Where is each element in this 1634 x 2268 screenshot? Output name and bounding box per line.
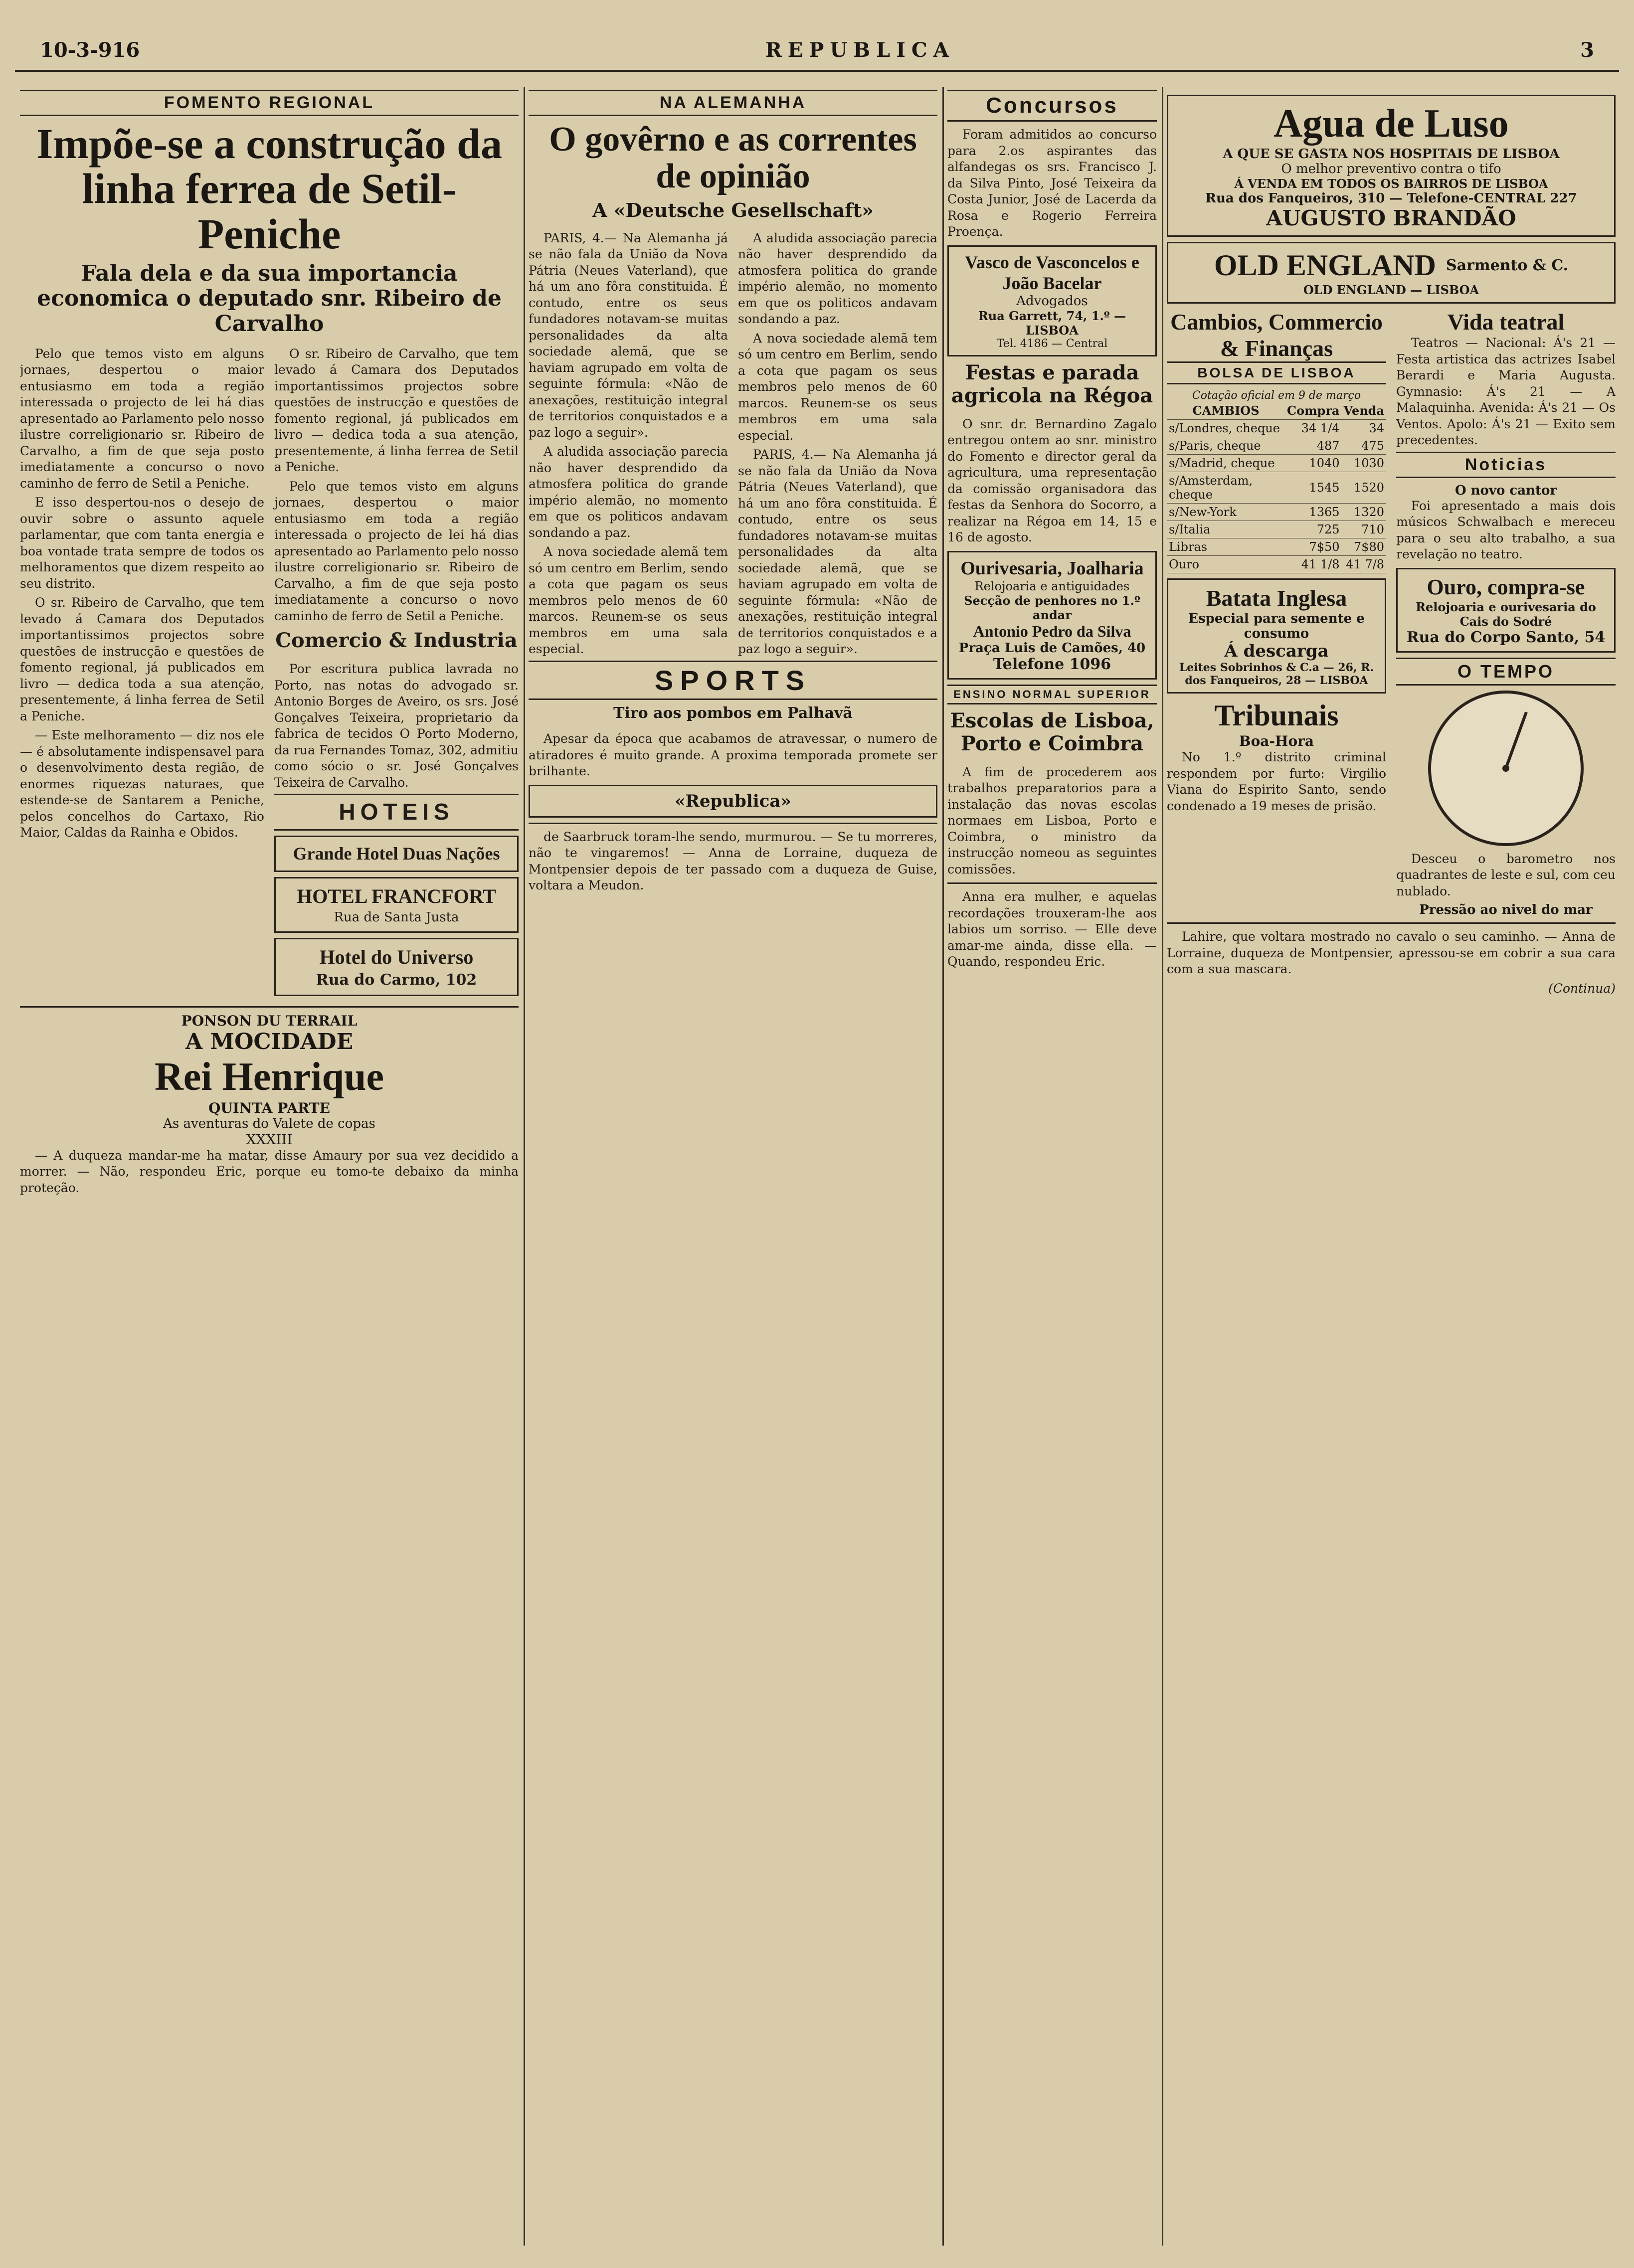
ad-line: Á VENDA EM TODOS OS BAIRROS DE LISBOA (1234, 176, 1548, 191)
serial-text-2 (529, 829, 937, 894)
table-row (1167, 437, 1386, 455)
section-concursos: Concursos (947, 90, 1157, 122)
article-sports (529, 731, 937, 780)
hotel-address: Rua do Carmo, 102 (316, 971, 477, 989)
para: O snr. dr. Bernardino Zagalo entregou ontem ao snr. ministro do Fomento e director geral da agricultura, uma representação da comissão organisadora das festas da Senhora do Socorro, a realizar na Régoa em 14, 15 e 16 de agosto. (947, 416, 1157, 544)
cell: s/Italia (1167, 521, 1285, 538)
section-ensino: ENSINO NORMAL SUPERIOR (947, 685, 1157, 704)
ad-batata (1167, 578, 1386, 694)
section-tribunais: Tribunais (1214, 699, 1339, 732)
column-rule (1162, 87, 1163, 2246)
exchange-table (1167, 402, 1386, 573)
ad-line: Á descarga (1224, 641, 1329, 661)
column-rule (942, 87, 944, 2246)
culture-column (1396, 309, 1616, 917)
ad-vasconcelos (947, 245, 1157, 356)
cell: s/Paris, cheque (1167, 437, 1285, 455)
para: Anna era mulher, e aquelas recordações trouxeram-lhe aos labios um sorriso. — Elle deve amar-me ainda, disse ella. — Quando, respondeu Eric. (947, 889, 1157, 969)
subhead-alemanha: A «Deutsche Gesellschaft» (592, 199, 874, 221)
cell: Ouro (1167, 556, 1285, 573)
ad-agua-luso (1167, 95, 1616, 237)
cell: 7$80 (1342, 538, 1386, 556)
para: de Saarbruck toram-lhe sendo, murmurou. — Se tu morreres, não te vingaremos! — Anna de Lorraine, duqueza de Montpensier depois de ter passado com a duqueza de Guise, voltara a Meudon. (529, 829, 937, 893)
ad-title: OLD ENGLAND (1214, 249, 1436, 282)
ad-city: OLD ENGLAND — LISBOA (1303, 283, 1479, 297)
ad-title: Vasco de Vasconcelos e João Bacelar (965, 252, 1139, 293)
ad-sub: A QUE SE GASTA NOS HOSPITAIS DE LISBOA (1223, 147, 1560, 162)
ad-old-england (1167, 242, 1616, 304)
para: — Este melhoramento — diz nos ele — é absolutamente indispensavel para o desenvolvimento desta região, de enormes riquezas naturaes, que estende-se de Santarem a Peniche, pelos concelhos do Cartaxo, Rio Maior, Caldas da Rainha e Obidos. (20, 728, 264, 840)
column-4 (1167, 90, 1616, 2248)
section-noticias: Noticias (1396, 452, 1616, 478)
table-row (1167, 420, 1386, 437)
cell: 41 7/8 (1342, 556, 1386, 573)
bolsa-subtitle: Cotação oficial em 9 de março (1192, 389, 1361, 402)
cell: 1040 (1285, 455, 1341, 472)
ad-line: O melhor preventivo contra o tifo (1281, 162, 1501, 176)
cell: s/Londres, cheque (1167, 420, 1285, 437)
cell: 475 (1342, 437, 1386, 455)
masthead-date: 10-3-916 (40, 38, 140, 62)
ad-name: AUGUSTO BRANDÃO (1266, 206, 1516, 230)
serial-text-3 (947, 889, 1157, 970)
section-hoteis: HOTEIS (274, 794, 519, 831)
para: A aludida associação parecia não haver desprendido da atmosfera politica do grande império alemão, no momento em que os politicos andavam sondando a paz. (738, 230, 937, 327)
cell: 725 (1285, 521, 1341, 538)
table-row (1167, 472, 1386, 504)
headline-escolas: Escolas de Lisboa, Porto e Coimbra (950, 708, 1154, 755)
section-tempo: O TEMPO (1396, 658, 1616, 686)
cell: 710 (1342, 521, 1386, 538)
table-header: Compra (1285, 402, 1341, 420)
table-row (1167, 538, 1386, 556)
article-tempo (1396, 851, 1616, 900)
hotel-ad-2 (274, 877, 519, 933)
article-alemanha-a (529, 230, 728, 661)
cell: 1320 (1342, 504, 1386, 521)
serial-continua: (Continua) (1548, 981, 1616, 996)
hotel-ad-3 (274, 938, 519, 996)
divider (529, 823, 937, 824)
hotel-name: HOTEL FRANCFORT (297, 884, 496, 907)
noticias-subtitle: O novo cantor (1454, 483, 1557, 498)
ad-address: Rua dos Fanqueiros, 310 — Telefone-CENTRAL 227 (1205, 191, 1577, 206)
para: E isso despertou-nos o desejo de ouvir sobre o assunto aquele parlamentar, que com tanta energia e boa vontade trata sempre de todos os melhoramentos que dizem respeito ao seu distrito. (20, 495, 264, 591)
article-festas (947, 416, 1157, 546)
cell: 7$50 (1285, 538, 1341, 556)
section-alemanha: NA ALEMANHA (529, 90, 937, 116)
ad-title: Agua de Luso (1273, 102, 1509, 146)
cell: Libras (1167, 538, 1285, 556)
serial-title-2: Rei Henrique (155, 1054, 384, 1099)
cell: 1520 (1342, 472, 1386, 504)
para: Apesar da época que acabamos de atravessar, o numero de atiradores é muito grande. A proxima temporada promete ser brilhante. (529, 731, 937, 779)
para: Pelo que temos visto em alguns jornaes, despertou o maior entusiasmo em toda a região interessada o projecto de lei há dias apresentado ao Parlamento pelo nosso ilustre correligionario sr. Ribeiro de Carvalho, a fim de que seja posto imediatamente a concurso o novo caminho de ferro de Setil a Peniche. (274, 479, 519, 623)
subhead-setil: Fala dela e da sua importancia economica o deputado snr. Ribeiro de Carvalho (37, 260, 502, 337)
ad-sub: Relojoaria e antiguidades (974, 579, 1130, 593)
hotel-ad-1 (274, 836, 519, 872)
serial-part: QUINTA PARTE (208, 1099, 330, 1116)
ad-address: Rua Garrett, 74, 1.º — LISBOA (978, 308, 1126, 338)
para: — A duqueza mandar-me ha matar, disse Amaury por sua vez decidido a morrer. — Não, respondeu Eric, porque eu tomo-te debaixo da minha proteção. (20, 1148, 519, 1195)
masthead (40, 30, 1594, 70)
column-1 (20, 90, 519, 2248)
top-rule (15, 70, 1619, 72)
masthead-page-number: 3 (1580, 38, 1594, 62)
article-tribunais (1167, 749, 1386, 814)
cell: s/Madrid, cheque (1167, 455, 1285, 472)
para: Foram admitidos ao concurso para 2.os aspirantes das alfandegas os srs. Francisco J. da Silva Pinto, José Teixeira da Costa Junior, José de Lacerda da Rosa e Rogerio Ferreira Proença. (947, 127, 1157, 239)
cell: 1545 (1285, 472, 1341, 504)
ad-sub: Sarmento & C. (1446, 257, 1569, 274)
headline-setil: Impõe-se a construção da linha ferrea de Setil-Peniche (36, 120, 502, 258)
article-setil-a (20, 346, 264, 1001)
section-vida-teatral: Vida teatral (1447, 309, 1565, 335)
para: Foi apresentado a mais dois músicos Schwalbach e mereceu para o seu alto trabalho, a sua revelação no teatro. (1396, 498, 1616, 561)
serial-subtitle: As aventuras do Valete de copas (163, 1116, 375, 1131)
ad-title: Batata Inglesa (1206, 585, 1347, 611)
serial-author: PONSON DU TERRAIL (181, 1012, 358, 1029)
para: Desceu o barometro nos quadrantes de leste e sul, com ceu nublado. (1396, 851, 1616, 898)
serial-header (20, 1013, 519, 1148)
section-cambios: Cambios, Commercio & Finanças (1170, 309, 1383, 361)
ad-phone: Telefone 1096 (993, 655, 1111, 673)
para: PARIS, 4.— Na Alemanha já se não fala da União da Nova Pátria (Neues Vaterland), que há um ano fôra constituida. É contudo, entre os seus fundadores notavam-se muitas personalidades da alta sociedade alemã, que se haviam agrupado em volta de seguinte fórmula: «Não de anexações, restituição integral de territorios conquistados e a paz logo a seguir». (529, 230, 728, 440)
subhead-sports: Tiro aos pombos em Palhavã (613, 704, 853, 722)
republica-box: «Republica» (529, 785, 937, 818)
column-rule (524, 87, 525, 2246)
divider (947, 882, 1157, 884)
section-fomento: FOMENTO REGIONAL (20, 90, 519, 116)
cell: s/New-York (1167, 504, 1285, 521)
ad-ouro (1396, 568, 1616, 653)
ad-phone: Tel. 4186 — Central (996, 337, 1108, 350)
ad-sub: Relojoaria e ourivesaria do Cais do Sodré (1416, 599, 1596, 629)
ad-sub: Advogados (1016, 293, 1088, 309)
para: A fim de procederem aos trabalhos preparatorios para a instalação das novas escolas normaes em Lisboa, Porto e Coimbra, o ministro da instrucção nomeou as seguintes comissões. (947, 764, 1157, 876)
para: PARIS, 4.— Na Alemanha já se não fala da União da Nova Pátria (Neues Vaterland), que há um ano fôra constituida. É contudo, entre os seus fundadores notavam-se muitas personalidades da alta sociedade alemã, que se haviam agrupado em volta de seguinte fórmula: «Não de anexações, restituição integral de territorios conquistados e a paz logo a seguir». (738, 447, 937, 657)
article-concursos (947, 127, 1157, 240)
hotel-name: Grande Hotel Duas Nações (293, 843, 500, 864)
para: No 1.º distrito criminal respondem por furto: Virgilio Viana do Espirito Santo, sendo condenado a 19 meses de prisão. (1167, 750, 1386, 813)
ad-address: Leites Sobrinhos & C.a — 26, R. dos Fanqueiros, 28 — LISBOA (1179, 661, 1374, 687)
serial-text-1 (20, 1148, 519, 1197)
ad-ourivesaria (947, 551, 1157, 680)
section-bolsa: BOLSA DE LISBOA (1167, 361, 1386, 384)
article-alemanha-b (738, 230, 937, 661)
column-3 (947, 90, 1157, 2248)
cell: s/Amsterdam, cheque (1167, 472, 1285, 504)
cell: 34 1/4 (1285, 420, 1341, 437)
table-row (1167, 504, 1386, 521)
article-noticias (1396, 498, 1616, 563)
barometer-needle-icon (1504, 711, 1528, 769)
ad-sub: Especial para semente e consumo (1188, 611, 1365, 641)
finance-column (1167, 309, 1386, 917)
ad-address: Praça Luis de Camões, 40 (958, 640, 1146, 656)
headline-alemanha: O govêrno e as correntes de opinião (549, 120, 917, 195)
para: Teatros — Nacional: Á's 21 — Festa artistica das actrizes Isabel Berardi e Maria Augusta. Gymnasio: Á's 21 — A Malaquinha. Avenida: Á's 21 — Os Ventos. Apolo: Á's 21 — Exito sem precedentes. (1396, 336, 1616, 447)
para: Pelo que temos visto em alguns jornaes, despertou o maior entusiasmo em toda a região interessada o projecto de lei há dias apresentado ao Parlamento pelo nosso ilustre correligionario sr. Ribeiro de Carvalho, a fim de que seja posto imediatamente a concurso o novo caminho de ferro de Setil a Peniche. (20, 346, 264, 491)
ad-address: Rua do Corpo Santo, 54 (1406, 628, 1606, 646)
hotel-address: Rua de Santa Justa (334, 909, 459, 925)
article-vida-teatral (1396, 335, 1616, 449)
cell: 1030 (1342, 455, 1386, 472)
hotel-name: Hotel do Universo (319, 945, 474, 968)
table-header: Venda (1342, 402, 1386, 420)
table-header: CAMBIOS (1167, 402, 1285, 420)
serial-chapter: XXXIII (246, 1131, 293, 1148)
ad-title: Ourivesaria, Joalharia (960, 557, 1144, 579)
table-row (1167, 455, 1386, 472)
section-comercio: Comercio & Industria (275, 629, 518, 653)
serial-text-4 (1167, 929, 1616, 997)
cell: 34 (1342, 420, 1386, 437)
tribunais-subtitle: Boa-Hora (1239, 733, 1314, 749)
para: A nova sociedade alemã tem só um centro em Berlim, sendo a cota que pagam os seus membros pelo menos de 60 marcos. Reunem-se os seus membros em uma sala especial. (529, 544, 728, 657)
section-festas: Festas e parada agricola na Régoa (951, 360, 1153, 407)
table-row (1167, 521, 1386, 538)
column-2 (529, 90, 937, 2248)
pressao-heading: Pressão ao nivel do mar (1419, 902, 1593, 917)
para: Por escritura publica lavrada no Porto, nas notas do advogado sr. Antonio Borges de Aveiro, os srs. José Gonçalves Teixeira, proprietario da fabrica de tecidos O Porto Moderno, da rua Fernandes Tomaz, 302, admitiu como sócio o sr. José Gonçalves Teixeira de Carvalho. (274, 662, 519, 790)
para: Lahire, que voltara mostrado no cavalo o seu caminho. — Anna de Lorraine, duqueza de Montpensier, apressou-se em cobrir a sua cara com a sua mascara. (1167, 929, 1616, 976)
ad-title: Ouro, compra-se (1427, 574, 1585, 599)
article-setil-b (274, 346, 519, 1001)
barometer-dial-icon (1428, 691, 1584, 846)
table-row (1167, 556, 1386, 573)
cell: 1365 (1285, 504, 1341, 521)
para: A aludida associação parecia não haver desprendido da atmosfera politica do grande império alemão, no momento em que os politicos andavam sondando a paz. (529, 444, 728, 540)
para: O sr. Ribeiro de Carvalho, que tem levado á Camara dos Deputados importantissimos projectos sobre questões de instrucção e questões de fomento regional, já publicados em livro — dedica toda a sua atenção, presentemente, á linha ferrea de Setil a Peniche. (274, 346, 519, 475)
serial-title-1: A MOCIDADE (185, 1029, 354, 1054)
divider (20, 1006, 519, 1008)
para: O sr. Ribeiro de Carvalho, que tem levado á Camara dos Deputados importantissimos projectos sobre questões de instrucção e questões de fomento regional, já publicados em livro — dedica toda a sua atenção, presentemente, á linha ferrea de Setil a Peniche. (20, 595, 264, 723)
divider (1167, 922, 1616, 924)
para: A nova sociedade alemã tem só um centro em Berlim, sendo a cota que pagam os seus membros pelo menos de 60 marcos. Reunem-se os seus membros em uma sala especial. (738, 331, 937, 443)
article-escolas (947, 764, 1157, 878)
masthead-title: REPUBLICA (765, 38, 955, 62)
ad-line: Secção de penhores no 1.º andar (964, 593, 1140, 622)
cell: 487 (1285, 437, 1341, 455)
cell: 41 1/8 (1285, 556, 1341, 573)
ad-name: Antonio Pedro da Silva (973, 622, 1131, 640)
section-sports: SPORTS (529, 661, 937, 700)
